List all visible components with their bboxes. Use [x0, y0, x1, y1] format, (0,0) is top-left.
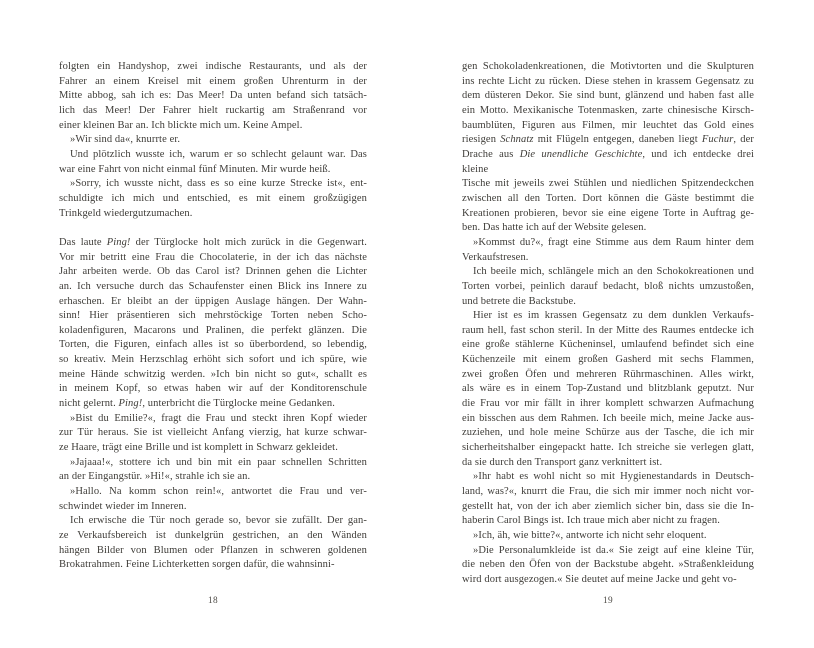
text-line: nicht gelernt. Ping!, unterbricht die Türglocke meine Gedanken. — [59, 398, 335, 410]
text-line: Tische mit jeweils zwei Stühlen und niedlichen Spitzendeckchen — [462, 178, 754, 190]
text-line: Jahr arbeiten werde. Ob das Carol ist? Drinnen gehen die Lichter — [59, 266, 367, 278]
text-line: Torten, die Figuren, einfach alles ist so überbordend, so lebendig, — [59, 339, 367, 351]
text-line: sinn! Hier präsentieren sich mehrstöckige Torten neben Scho- — [59, 310, 367, 322]
text-line: ze Verkaufsbereich ist dunkelgrün gestrichen, an den Wänden — [59, 530, 367, 541]
text-line: die Frau vor mir fällt in ihrer komplett schwarzen Aufmachung — [462, 398, 754, 410]
text-line: lich das Meer! Der Fahrer hielt ruckartig am Straßenrand vor — [59, 104, 367, 116]
text-line: »Ich, äh, wie bitte?«, antworte ich nicht sehr eloquent. — [473, 530, 707, 541]
paragraph — [59, 485, 367, 514]
text-line: »Jajaaa!«, stottere ich und bin mit ein paar schnellen Schritten — [70, 456, 367, 468]
text-line: so kreativ. Mein Herzschlag erhöht sich sofort und ich spüre, wie — [59, 354, 367, 366]
paragraph — [59, 60, 367, 133]
text-line: Torten vorbei, peinlich darauf bedacht, bloß nichts umzustoßen, — [462, 280, 754, 292]
page-right-text-column — [462, 60, 754, 588]
text-line: Brokatrahmen. Feine Lichterketten sorgen dafür, die wahnsinni- — [59, 559, 335, 571]
paragraph — [59, 514, 367, 573]
text-line: schwindet wieder im Inneren. — [59, 500, 187, 512]
text-line: »Wir sind da«, knurrte er. — [70, 134, 181, 146]
text-line: Drache aus Die unendliche Geschichte, und ich entdecke drei kleine — [462, 148, 754, 175]
text-line: »Ihr habt es wohl nicht so mit Hygienestandards in Deutsch- — [473, 471, 754, 483]
paragraph — [462, 309, 754, 470]
text-line: Verkaufstresen. — [462, 251, 529, 263]
page-number-left: 18 — [207, 596, 219, 606]
text-line: Küchenzeile mit einem großen Gasherd mit sechs Flammen, — [462, 354, 754, 366]
text-line: sicherheitshalber eingepackt hatte. Ich streiche sie verlegen glatt, — [462, 442, 754, 454]
text-line: ze Haare, trägt eine Brille und ist komplett in Schwarz gekleidet. — [59, 442, 338, 454]
text-line: Und plötzlich wusste ich, warum er so schlecht gelaunt war. Das — [70, 148, 367, 160]
text-line: zwei großen Öfen und mehreren Rührmaschinen. Alles wirkt, — [462, 368, 754, 380]
paragraph — [59, 412, 367, 456]
paragraph — [462, 470, 754, 529]
text-line: Fahrer an einem Kreisel mit einem großen Uhrenturm in der — [59, 75, 367, 87]
text-line: raum hell, fast schon steril. In der Mitte des Raumes entdecke ich — [462, 324, 754, 336]
text-line: gen Schokoladenkreationen, die Motivtorten und die Skulpturen — [462, 61, 754, 72]
text-line: »Sorry, ich wusste nicht, dass es so eine kurze Strecke ist«, ent- — [70, 178, 367, 190]
text-line: Ich erwische die Tür noch gerade so, bevor sie zufällt. Der gan- — [70, 515, 367, 527]
page-left-text-column — [59, 60, 367, 573]
paragraph — [462, 529, 754, 544]
text-line: Kreationen probieren, bevor sie eine eigene Torte in Auftrag ge- — [462, 207, 754, 219]
text-line: Das laute Ping! der Türglocke holt mich zurück in die Gegenwart. — [59, 236, 367, 248]
text-line: »Bist du Emilie?«, fragt die Frau und steckt ihren Kopf wieder — [70, 412, 367, 424]
text-line: Trinkgeld wiedergutzumachen. — [59, 207, 193, 219]
text-line: Mitte abbog, sah ich es: Das Meer! Da unten befand sich tatsäch- — [59, 90, 367, 102]
text-line: folgten ein Handyshop, zwei indische Restaurants, und als der — [59, 61, 367, 72]
text-line: an. Ich versuche durch das Schaufenster einen Blick ins Innere zu — [59, 280, 367, 292]
text-line: dem düsteren Dekor. Sie sind bunt, glänzend und haben fast alle — [462, 90, 754, 102]
text-line: meine Hände schwitzig werden. »Ich bin nicht so gut«, schallt es — [59, 368, 367, 380]
text-line: hängen Bilder von Blumen oder Pflanzen in schweren goldenen — [59, 544, 367, 556]
text-line: zwischen all den Torten. Dort können die Gäste bestimmt die — [462, 192, 754, 204]
text-line: Ich beeile mich, schlängele mich an den Schokokreationen und — [473, 266, 754, 278]
text-line: koladenfiguren, Macarons und Pralinen, die perfekt glänzen. Die — [59, 324, 367, 336]
page-right — [407, 0, 814, 648]
text-line: die neben den Öfen von der Backstube abgeht. »Straßenkleidung — [462, 559, 754, 571]
paragraph — [59, 148, 367, 177]
text-line: riesigen Schnatz mit Flügeln entgegen, daneben liegt Fuchur, der — [462, 134, 754, 146]
text-line: erhaschen. Er bleibt an der üppigen Auslage hängen. Der Wahn- — [59, 295, 367, 307]
text-line: ins rechte Licht zu rücken. Diese stehen in krassem Gegensatz zu — [462, 75, 754, 87]
text-line: »Kommst du?«, fragt eine Stimme aus dem Raum hinter dem — [473, 236, 754, 248]
text-line: und betrete die Backstube. — [462, 295, 576, 307]
page-number-right: 19 — [602, 596, 614, 606]
paragraph — [59, 133, 367, 148]
text-line: ein bisschen aus dem Rahmen. Ich beeile mich, meine Jacke aus- — [462, 412, 754, 424]
paragraph — [59, 177, 367, 221]
text-line: Vor mir betritt eine Frau die Chocolaterie, in der ich das nächste — [59, 251, 367, 263]
text-line: »Die Personalumkleide ist da.« Sie zeigt auf eine kleine Tür, — [473, 544, 754, 556]
paragraph — [59, 456, 367, 485]
text-line: Hier ist es im krassen Gegensatz zu dem dunklen Verkaufs- — [473, 310, 754, 322]
text-line: in meinem Kopf, so etwas haben wir auf der Konditorenschule — [59, 383, 367, 395]
text-line: zur Tür heraus. Sie ist vielleicht Anfang vierzig, hat kurze schwar- — [59, 427, 367, 439]
text-line: »Hallo. Na komm schon rein!«, antwortet die Frau und ver- — [70, 486, 367, 498]
paragraph — [462, 544, 754, 588]
text-line: ben. Das hatte ich auf der Website gelesen. — [462, 222, 647, 234]
text-line: eine große stählerne Kücheninsel, umlaufend befindet sich eine — [462, 339, 754, 351]
text-line: einer kleinen Bar an. Ich blickte mich um. Keine Ampel. — [59, 119, 303, 131]
text-line: als wäre es in einem Top-Zustand und blitzblank geputzt. Nur — [462, 383, 754, 395]
paragraph — [462, 265, 754, 309]
text-line: wird dort ausgezogen.« Sie deutet auf meine Jacke und geht vo- — [462, 573, 737, 585]
text-line: baumblüten, Figuren aus Filmen, mir leuchtet das Gold eines — [462, 119, 754, 131]
text-line: gestellt hat, von der ich aber ziemlich sicher bin, dass sie die In- — [462, 500, 754, 512]
text-line: war eine Fahrt von nicht einmal fünf Minuten. Mir wurde heiß. — [59, 163, 331, 175]
text-line: da sie durch den Transport ganz verknittert ist. — [462, 456, 663, 468]
paragraph — [59, 236, 367, 412]
text-line: schuldigte ich mich und entschied, es mit einem großzügigen — [59, 192, 367, 204]
text-line: land, was?«, knurrt die Frau, die sich mir immer noch nicht vor- — [462, 486, 754, 498]
text-line: an der Eingangstür. »Hi!«, strahle ich sie an. — [59, 471, 251, 483]
text-line: ein Motto. Mexikanische Totenmasken, zarte chinesische Kirsch- — [462, 104, 754, 116]
text-line: haberin Carol Bings ist. Ich traue mich aber nicht zu fragen. — [462, 515, 721, 527]
paragraph — [462, 236, 754, 265]
text-line: zuziehen, und hole meine Schürze aus der Tasche, die ich mir — [462, 427, 754, 439]
paragraph — [462, 60, 754, 236]
